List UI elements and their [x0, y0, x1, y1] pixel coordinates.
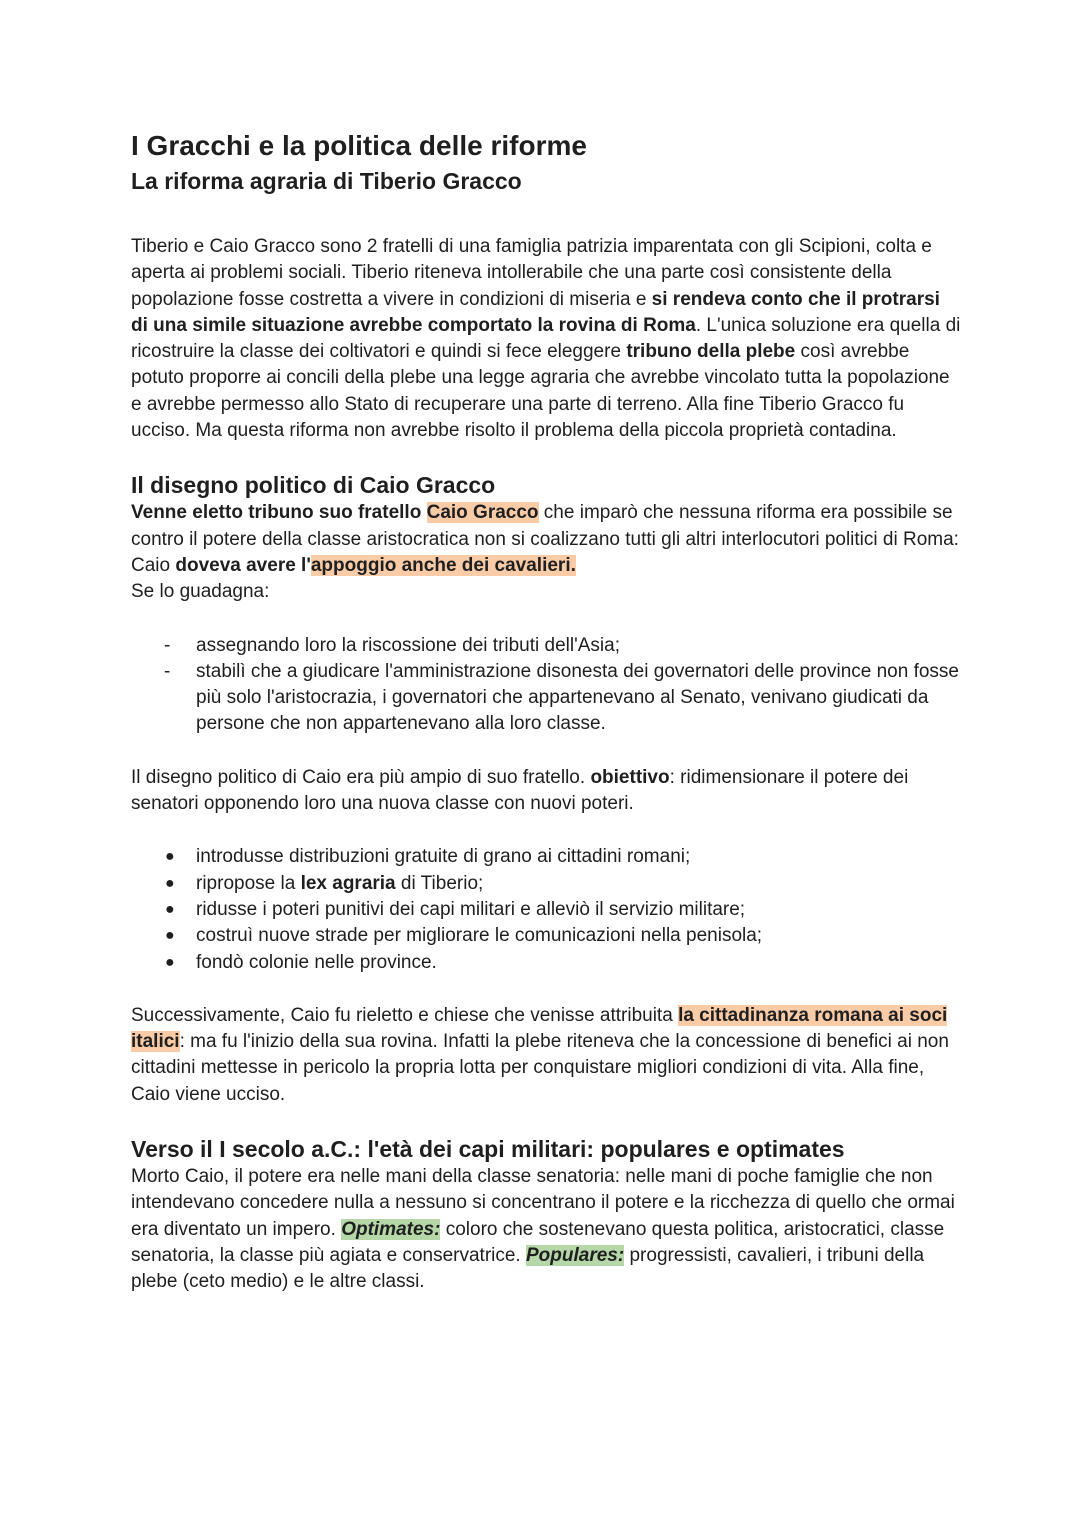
bullet-marker: ● [165, 953, 175, 971]
bullet-marker: ● [165, 874, 175, 892]
list-item: - stabilì che a giudicare l'amministrazione disonesta dei governatori delle province non fosse più solo l'aristocrazia, i governatori che appartenevano al Senato, venivano giudicati da persone che non appartenevano alla loro classe. [164, 660, 959, 735]
bullet-list [131, 844, 961, 975]
dash-marker: - [164, 660, 171, 682]
paragraph-cittadinanza: Successivamente, Caio fu rieletto e chiese che venisse attribuita la cittadinanza romana ai soci italici: ma fu l'inizio della sua rovina. Infatti la plebe riteneva che la concessione di benefici ai non cittadini mettesse in pericolo la propria lotta per conquistare migliori condizioni di vita. Alla fine, Caio viene ucciso. [131, 1004, 949, 1105]
list-item: ● ridusse i poteri punitivi dei capi militari e alleviò il servizio militare; [131, 897, 961, 923]
document-content [131, 128, 961, 1296]
paragraph-disegno-politico: Il disegno politico di Caio era più ampio di suo fratello. obiettivo: ridimensionare il potere dei senatori opponendo loro una nuova classe con nuovi poteri. [131, 766, 909, 815]
highlight-cittadinanza-romana: la cittadinanza romana ai soci italici [131, 1004, 948, 1053]
dash-list [131, 633, 961, 738]
list-item: ● ripropose la lex agraria di Tiberio; [131, 871, 961, 897]
bullet-marker: ● [165, 900, 175, 918]
bullet-marker: ● [165, 927, 175, 945]
paragraph-optimates-populares: Morto Caio, il potere era nelle mani della classe senatoria: nelle mani di poche famiglie che non intendevano concedere nulla a nessuno si concentrano il potere e la ricchezza di quello che ormai era diventato un impero. Optimates: coloro che sostenevano questa politica, aristocratici, classe senatoria, la classe più agiata e conservatrice. Populares: progressisti, cavalieri, i tribuni della plebe (ceto medio) e le altre classi. [131, 1166, 955, 1293]
section-heading-riforma-agraria: La riforma agraria di Tiberio Gracco [131, 168, 522, 194]
highlight-optimates: Optimates: [341, 1218, 441, 1240]
list-item: ● introdusse distribuzioni gratuite di grano ai cittadini romani; [131, 844, 961, 870]
bullet-marker: ● [165, 848, 175, 866]
paragraph-caio-elezione: Venne eletto tribuno suo fratello Caio Gracco che imparò che nessuna riforma era possibile se contro il potere della classe aristocratica non si coalizzano tutti gli altri interlocutori politici di Roma: Caio doveva avere l'appoggio anche dei cavalieri. Se lo guadagna: [131, 502, 959, 603]
list-item: ● fondò colonie nelle province. [131, 950, 961, 976]
section-heading-capi-militari: Verso il I secolo a.C.: l'età dei capi militari: populares e optimates [131, 1136, 845, 1163]
list-item: - assegnando loro la riscossione dei tributi dell'Asia; [131, 633, 961, 659]
highlight-caio-gracco: Caio Gracco [426, 502, 539, 524]
list-item: ● costruì nuove strade per migliorare le comunicazioni nella penisola; [131, 923, 961, 949]
paragraph-tiberio: Tiberio e Caio Gracco sono 2 fratelli di una famiglia patrizia imparentata con gli Scipioni, colta e aperta ai problemi sociali. Tiberio riteneva intollerabile che una parte così consistente della popolazione fosse costretta a vivere in condizioni di miseria e si rendeva conto che il protrarsi di una simile situazione avrebbe comportato la rovina di Roma. L'unica soluzione era quella di ricostruire la classe dei coltivatori e quindi si fece eleggere tribuno della plebe così avrebbe potuto proporre ai concili della plebe una legge agraria che avrebbe vincolato tutta la popolazione e avrebbe permesso allo Stato di recuperare una parte di terreno. Alla fine Tiberio Gracco fu ucciso. Ma questa riforma non avrebbe risolto il problema della piccola proprietà contadina. [131, 236, 961, 442]
highlight-appoggio-cavalieri: appoggio anche dei cavalieri. [310, 554, 576, 576]
dash-marker: - [164, 634, 171, 656]
highlight-populares: Populares: [526, 1244, 625, 1266]
page-title: I Gracchi e la politica delle riforme [131, 130, 587, 161]
section-heading-caio-gracco: Il disegno politico di Caio Gracco [131, 472, 496, 499]
